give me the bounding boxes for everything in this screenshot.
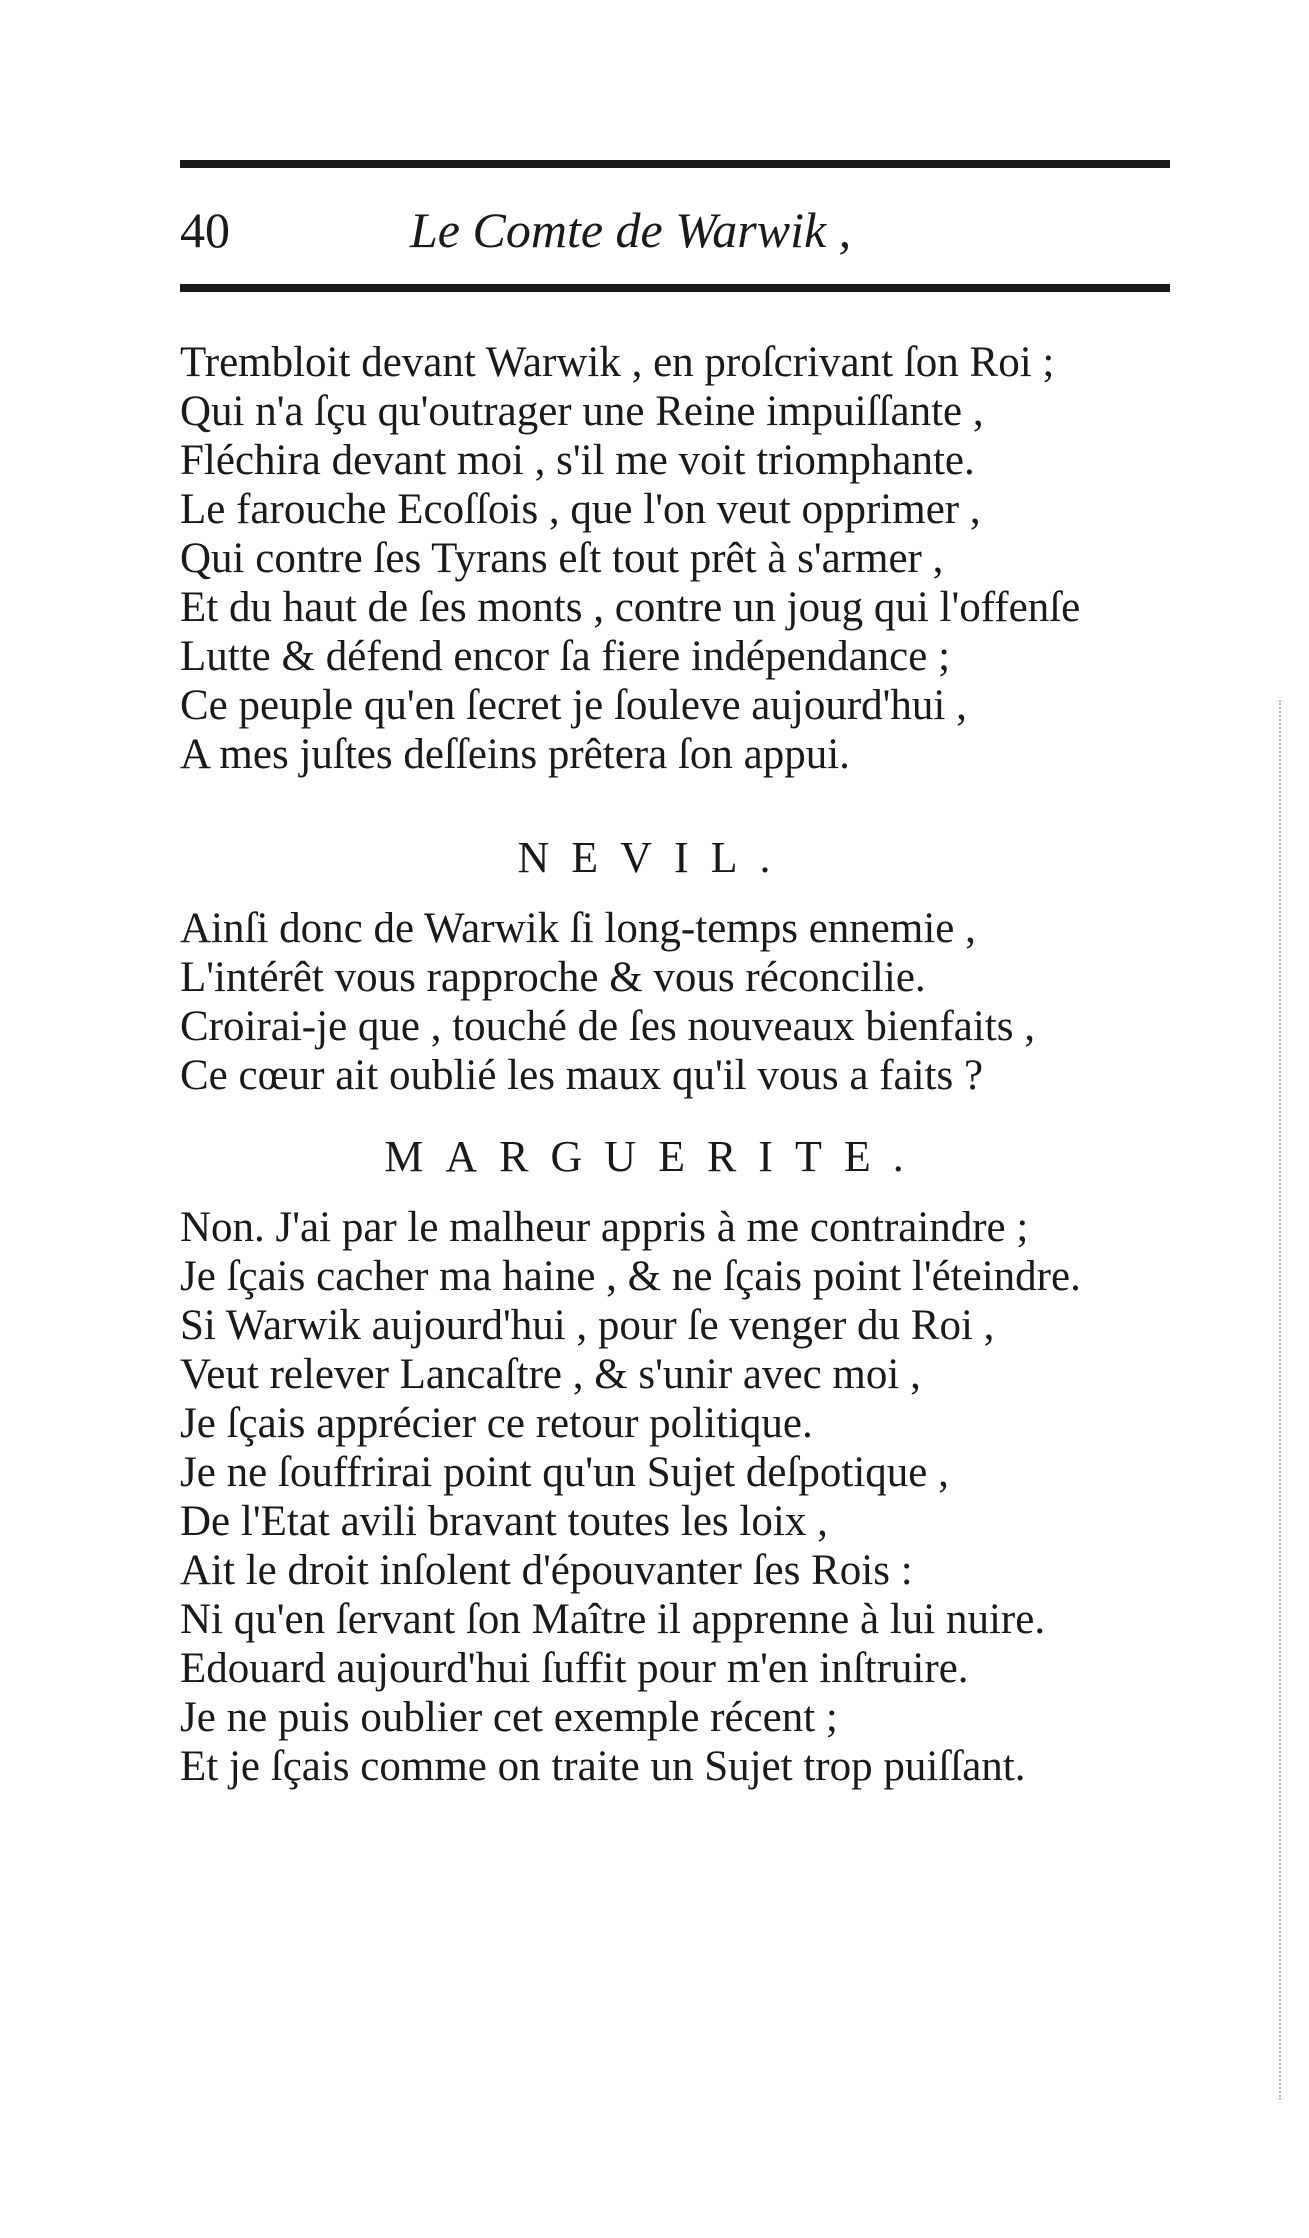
verse-block-2: [180, 904, 1180, 1100]
scan-edge-specks: [1279, 700, 1289, 2100]
verse-line: L'intérêt vous rapproche & vous réconcilie.: [180, 954, 926, 1001]
verse-line: Je ne ſouffrirai point qu'un Sujet deſpotique ,: [180, 1449, 949, 1496]
verse-line: Croirai-je que , touché de ſes nouveaux bienfaits ,: [180, 1003, 1035, 1050]
verse-line: Trembloit devant Warwik , en proſcrivant ſon Roi ;: [180, 339, 1055, 386]
verse-line: Le farouche Ecoſſois , que l'on veut opprimer ,: [180, 486, 981, 533]
verse-line: Ainſi donc de Warwik ſi long-temps ennemie ,: [180, 905, 976, 952]
verse-line: Si Warwik aujourd'hui , pour ſe venger du Roi ,: [180, 1302, 995, 1349]
verse-line: Qui n'a ſçu qu'outrager une Reine impuiſſante ,: [180, 388, 984, 435]
verse-line: Je ſçais cacher ma haine , & ne ſçais point l'éteindre.: [180, 1253, 1081, 1300]
verse-line: Et du haut de ſes monts , contre un joug qui l'offenſe: [180, 584, 1081, 631]
verse-line: Je ne puis oublier cet exemple récent ;: [180, 1694, 838, 1741]
verse-line: Ait le droit inſolent d'épouvanter ſes Rois :: [180, 1547, 913, 1594]
verse-line: Veut relever Lancaſtre , & s'unir avec moi ,: [180, 1351, 921, 1398]
running-title: Le Comte de Warwik ,: [410, 202, 852, 258]
speaker-name-marguerite: MARGUERITE.: [384, 1132, 926, 1181]
verse-block-1: [180, 338, 1180, 779]
verse-line: De l'Etat avili bravant toutes les loix ,: [180, 1498, 828, 1545]
verse-line: Lutte & défend encor ſa fiere indépendance ;: [180, 633, 951, 680]
verse-line: Fléchira devant moi , s'il me voit triomphante.: [180, 437, 975, 484]
page-header: [180, 195, 1170, 265]
verse-line: A mes juſtes deſſeins prêtera ſon appui.: [180, 731, 850, 778]
verse-line: Ni qu'en ſervant ſon Maître il apprenne à lui nuire.: [180, 1596, 1046, 1643]
page-number: 40: [180, 202, 230, 258]
verse-line: Qui contre ſes Tyrans eſt tout prêt à s'armer ,: [180, 535, 944, 582]
verse-line: Non. J'ai par le malheur appris à me contraindre ;: [180, 1204, 1029, 1251]
verse-line: Et je ſçais comme on traite un Sujet trop puiſſant.: [180, 1743, 1026, 1790]
speaker-name-nevil: NEVIL.: [517, 833, 793, 882]
header-rule-bottom: [180, 284, 1170, 292]
verse-line: Ce cœur ait oublié les maux qu'il vous a faits ?: [180, 1052, 984, 1099]
verse-line: Ce peuple qu'en ſecret je ſouleve aujourd'hui ,: [180, 682, 967, 729]
verse-line: Edouard aujourd'hui ſuffit pour m'en inſtruire.: [180, 1645, 969, 1692]
verse-line: Je ſçais apprécier ce retour politique.: [180, 1400, 813, 1447]
verse-block-3: [180, 1203, 1180, 1791]
header-rule-top: [180, 160, 1170, 168]
